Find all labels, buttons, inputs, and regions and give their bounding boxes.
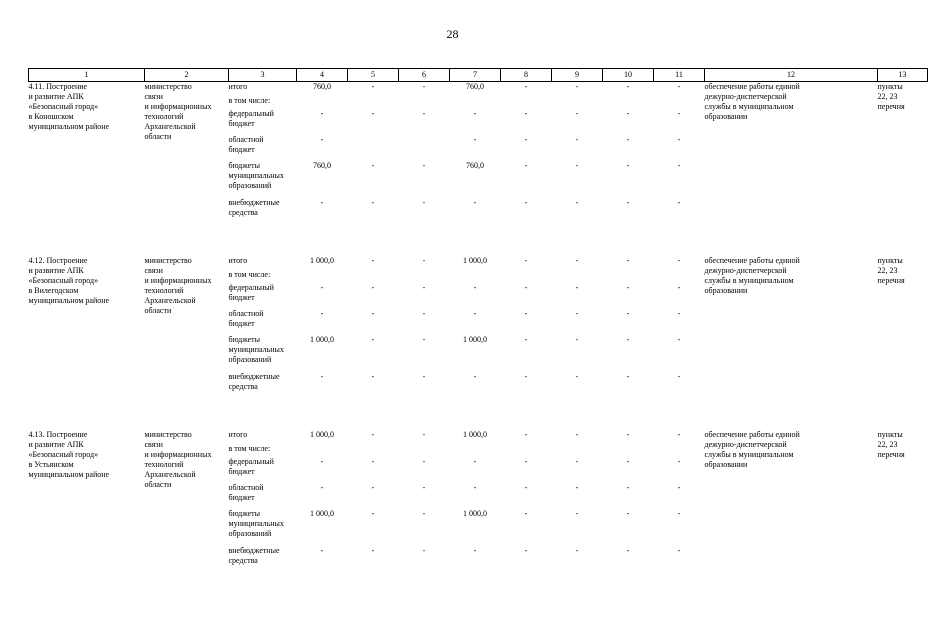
amount-cell: - — [575, 508, 579, 518]
table-body — [29, 82, 928, 574]
funding-source-line: федеральный — [228, 456, 274, 466]
executor-name-line: связи — [144, 439, 163, 449]
amount-cell: - — [524, 429, 528, 439]
spacer-cell — [29, 400, 928, 430]
funding-source-line: внебюджетные — [228, 371, 280, 381]
column-number-header: 3 — [229, 69, 297, 82]
amount-cell: - — [371, 334, 375, 344]
amount-cell: - — [422, 508, 426, 518]
funding-source-line: образований — [228, 528, 272, 538]
amount-cell: - — [524, 197, 528, 207]
amount-cell: - — [626, 108, 630, 118]
amount-cell: - — [473, 482, 477, 492]
amount-cell: - — [677, 160, 681, 170]
amount-cell — [603, 96, 654, 109]
funding-source-cell — [229, 335, 297, 372]
reference-line: пункты — [877, 255, 903, 265]
funding-source-cell — [229, 372, 297, 400]
funding-source-cell — [229, 96, 297, 109]
funding-source-line: образований — [228, 180, 272, 190]
amount-cell: - — [320, 282, 324, 292]
column-number-header: 4 — [297, 69, 348, 82]
amount-cell: - — [677, 545, 681, 555]
executor-name-line: и информационных — [144, 102, 212, 111]
executor-name-line: министерство — [144, 429, 192, 439]
reference-cell — [878, 430, 928, 574]
amount-cell: - — [524, 334, 528, 344]
funding-source-line: средства — [228, 207, 258, 217]
amount-cell: - — [422, 255, 426, 265]
amount-cell: - — [473, 456, 477, 466]
amount-cell: - — [524, 108, 528, 118]
amount-cell: - — [371, 482, 375, 492]
amount-cell: - — [371, 508, 375, 518]
activity-name-line: муниципальном районе — [28, 469, 110, 479]
funding-source-cell — [229, 546, 297, 574]
activity-name-cell — [29, 82, 145, 226]
funding-source-cell — [229, 457, 297, 483]
amount-cell: - — [677, 255, 681, 265]
reference-line: перечня — [877, 102, 905, 111]
funding-source-line: бюджет — [228, 144, 255, 154]
amount-cell: - — [575, 334, 579, 344]
amount-cell — [348, 96, 399, 109]
amount-cell — [552, 96, 603, 109]
column-number-header: 11 — [654, 69, 705, 82]
amount-cell: - — [677, 197, 681, 207]
amount-cell — [654, 96, 705, 109]
column-number-header: 12 — [705, 69, 878, 82]
column-number-header: 6 — [399, 69, 450, 82]
funding-source-cell — [229, 82, 297, 96]
amount-cell: - — [422, 456, 426, 466]
amount-cell: - — [473, 134, 477, 144]
activity-name-line: и развитие АПК — [28, 92, 84, 101]
amount-cell: - — [575, 197, 579, 207]
amount-cell: - — [320, 371, 324, 381]
funding-source-line: бюджеты — [228, 334, 261, 344]
activity-name-line: муниципальном районе — [28, 122, 110, 131]
reference-line: пункты — [877, 429, 903, 439]
funding-source-line: муниципальных — [228, 518, 284, 528]
funding-source-line: областной — [228, 482, 264, 492]
amount-cell: - — [626, 545, 630, 555]
amount-cell: - — [473, 308, 477, 318]
amount-cell: - — [524, 482, 528, 492]
amount-cell: - — [524, 82, 528, 91]
amount-cell: 1 000,0 — [463, 334, 487, 344]
amount-cell: - — [677, 482, 681, 492]
amount-cell: - — [371, 429, 375, 439]
executor-name-line: области — [144, 305, 172, 315]
amount-cell: 760,0 — [466, 160, 484, 170]
funding-source-cell — [229, 256, 297, 270]
funding-source-line: в том числе: — [228, 95, 271, 105]
amount-cell: - — [371, 160, 375, 170]
amount-cell: - — [422, 82, 426, 91]
amount-cell — [501, 270, 552, 283]
funding-source-cell — [229, 483, 297, 509]
section-spacer — [29, 400, 928, 430]
expected-result-cell — [705, 256, 878, 400]
expected-result-cell — [705, 430, 878, 574]
amount-cell: - — [575, 108, 579, 118]
column-number-header: 9 — [552, 69, 603, 82]
expected-result-line: службы в муниципальном — [704, 102, 794, 111]
amount-cell: - — [371, 255, 375, 265]
amount-cell: - — [524, 371, 528, 381]
table-row — [29, 256, 928, 270]
amount-cell: - — [575, 255, 579, 265]
funding-source-line: бюджет — [228, 292, 255, 302]
reference-line: перечня — [877, 449, 905, 459]
funding-source-line: образований — [228, 354, 272, 364]
funding-source-line: бюджет — [228, 318, 255, 328]
reference-cell — [878, 82, 928, 226]
amount-cell: - — [626, 482, 630, 492]
amount-cell — [450, 96, 501, 109]
executor-name-line: технологий — [144, 285, 184, 295]
amount-cell: - — [524, 160, 528, 170]
amount-cell: - — [473, 108, 477, 118]
activity-name-line: «Безопасный город» — [28, 102, 99, 111]
activity-name-line: в Коношском — [28, 112, 74, 121]
expected-result-line: службы в муниципальном — [704, 275, 794, 285]
funding-source-line: внебюджетные — [228, 545, 280, 555]
amount-cell: 760,0 — [313, 160, 331, 170]
funding-source-line: средства — [228, 555, 258, 565]
amount-cell — [348, 444, 399, 457]
amount-cell: - — [422, 108, 426, 118]
executor-name-line: области — [144, 132, 172, 141]
funding-source-line: областной — [228, 134, 264, 144]
funding-source-line: итого — [228, 429, 248, 439]
amount-cell: - — [575, 82, 579, 91]
amount-cell: 760,0 — [466, 82, 484, 91]
activity-name-line: муниципальном районе — [28, 295, 110, 305]
column-number-header: 8 — [501, 69, 552, 82]
funding-source-line: муниципальных — [228, 344, 284, 354]
amount-cell: - — [422, 429, 426, 439]
amount-cell — [297, 444, 348, 457]
amount-cell: - — [473, 371, 477, 381]
funding-source-cell — [229, 109, 297, 135]
amount-cell: - — [371, 456, 375, 466]
amount-cell: - — [524, 508, 528, 518]
activity-name-line: в Устьянском — [28, 459, 74, 469]
funding-source-line: областной — [228, 308, 264, 318]
amount-cell — [450, 270, 501, 283]
amount-cell: - — [575, 160, 579, 170]
amount-cell: - — [524, 456, 528, 466]
reference-line: 22, 23 — [877, 439, 898, 449]
amount-cell: - — [320, 482, 324, 492]
funding-source-line: бюджет — [228, 492, 255, 502]
amount-cell: - — [575, 456, 579, 466]
amount-cell: - — [524, 545, 528, 555]
amount-cell: - — [626, 308, 630, 318]
amount-cell: 1 000,0 — [463, 429, 487, 439]
funding-source-cell — [229, 198, 297, 226]
spacer-cell — [29, 226, 928, 256]
amount-cell — [297, 270, 348, 283]
amount-cell — [348, 135, 399, 161]
executor-name-line: области — [144, 479, 172, 489]
amount-cell: - — [422, 160, 426, 170]
executor-name-line: и информационных — [144, 449, 212, 459]
amount-cell: - — [575, 134, 579, 144]
amount-cell — [654, 444, 705, 457]
executor-name-line: связи — [144, 92, 163, 101]
amount-cell: - — [575, 371, 579, 381]
activity-name-line: 4.13. Построение — [28, 429, 88, 439]
executor-name-cell — [145, 430, 229, 574]
amount-cell: - — [677, 282, 681, 292]
funding-source-line: муниципальных — [228, 170, 284, 180]
executor-name-line: связи — [144, 265, 163, 275]
amount-cell: - — [626, 160, 630, 170]
amount-cell: - — [320, 545, 324, 555]
funding-source-cell — [229, 509, 297, 546]
amount-cell — [603, 270, 654, 283]
activity-name-line: 4.12. Построение — [28, 255, 88, 265]
amount-cell: - — [575, 545, 579, 555]
expected-result-line: дежурно-диспетчерской — [704, 92, 787, 101]
activity-name-line: «Безопасный город» — [28, 449, 99, 459]
table-row — [29, 430, 928, 444]
amount-cell: - — [320, 308, 324, 318]
amount-cell: - — [320, 134, 324, 144]
amount-cell: - — [371, 197, 375, 207]
amount-cell: - — [575, 429, 579, 439]
amount-cell: 1 000,0 — [463, 255, 487, 265]
amount-cell: 1 000,0 — [310, 508, 334, 518]
amount-cell — [603, 444, 654, 457]
reference-line: перечня — [877, 275, 905, 285]
amount-cell — [501, 444, 552, 457]
activity-name-line: и развитие АПК — [28, 265, 84, 275]
amount-cell: - — [677, 334, 681, 344]
amount-cell: - — [422, 371, 426, 381]
amount-cell — [399, 270, 450, 283]
reference-line: пункты — [877, 82, 903, 91]
amount-cell — [501, 96, 552, 109]
amount-cell: - — [524, 308, 528, 318]
amount-cell: - — [371, 371, 375, 381]
amount-cell — [399, 444, 450, 457]
executor-name-line: и информационных — [144, 275, 212, 285]
amount-cell — [399, 96, 450, 109]
column-number-header: 13 — [878, 69, 928, 82]
reference-cell — [878, 256, 928, 400]
amount-cell: - — [524, 282, 528, 292]
funding-source-line: итого — [228, 255, 248, 265]
executor-name-line: технологий — [144, 112, 184, 121]
amount-cell: - — [524, 134, 528, 144]
amount-cell: - — [575, 308, 579, 318]
amount-cell: - — [371, 545, 375, 555]
expected-result-cell — [705, 82, 878, 226]
activity-name-line: и развитие АПК — [28, 439, 84, 449]
funding-source-line: бюджеты — [228, 508, 261, 518]
section-spacer — [29, 226, 928, 256]
reference-line: 22, 23 — [877, 265, 898, 275]
amount-cell: - — [626, 334, 630, 344]
executor-name-line: министерство — [144, 255, 192, 265]
amount-cell: - — [626, 508, 630, 518]
amount-cell: - — [626, 82, 630, 91]
expected-result-line: образовании — [704, 285, 748, 295]
executor-name-cell — [145, 256, 229, 400]
funding-source-line: средства — [228, 381, 258, 391]
amount-cell: 1 000,0 — [310, 255, 334, 265]
amount-cell: - — [626, 282, 630, 292]
amount-cell: - — [677, 508, 681, 518]
executor-name-line: министерство — [144, 82, 192, 91]
activity-name-cell — [29, 256, 145, 400]
funding-source-line: федеральный — [228, 282, 274, 292]
funding-source-line: итого — [228, 82, 248, 91]
executor-name-cell — [145, 82, 229, 226]
amount-cell: 1 000,0 — [310, 429, 334, 439]
table-row — [29, 82, 928, 96]
amount-cell: - — [473, 197, 477, 207]
funding-source-line: бюджеты — [228, 160, 261, 170]
funding-source-cell — [229, 161, 297, 198]
executor-name-line: Архангельской — [144, 122, 196, 131]
amount-cell: - — [320, 197, 324, 207]
column-number-header: 1 — [29, 69, 145, 82]
amount-cell: - — [422, 282, 426, 292]
amount-cell: - — [626, 134, 630, 144]
expected-result-line: дежурно-диспетчерской — [704, 439, 787, 449]
amount-cell: - — [422, 308, 426, 318]
amount-cell: - — [422, 197, 426, 207]
program-activities-table — [28, 68, 928, 574]
column-number-header-row — [29, 69, 928, 82]
executor-name-line: Архангельской — [144, 295, 196, 305]
amount-cell: - — [524, 255, 528, 265]
amount-cell: - — [677, 134, 681, 144]
amount-cell: - — [677, 82, 681, 91]
funding-source-cell — [229, 430, 297, 444]
funding-source-cell — [229, 309, 297, 335]
column-number-header: 7 — [450, 69, 501, 82]
amount-cell — [552, 444, 603, 457]
amount-cell: - — [422, 482, 426, 492]
amount-cell: - — [320, 108, 324, 118]
amount-cell: - — [371, 82, 375, 91]
amount-cell: - — [677, 429, 681, 439]
expected-result-line: обеспечение работы единой — [704, 82, 800, 91]
amount-cell: - — [371, 308, 375, 318]
amount-cell: - — [422, 334, 426, 344]
amount-cell: - — [677, 308, 681, 318]
funding-source-line: федеральный — [228, 108, 274, 118]
funding-source-cell — [229, 283, 297, 309]
amount-cell: - — [677, 108, 681, 118]
amount-cell: - — [677, 371, 681, 381]
funding-source-line: в том числе: — [228, 443, 271, 453]
amount-cell: - — [473, 282, 477, 292]
column-number-header: 10 — [603, 69, 654, 82]
amount-cell — [348, 270, 399, 283]
activity-name-cell — [29, 430, 145, 574]
funding-source-line: бюджет — [228, 466, 255, 476]
column-number-header: 5 — [348, 69, 399, 82]
amount-cell: 1 000,0 — [463, 508, 487, 518]
funding-source-cell — [229, 135, 297, 161]
expected-result-line: дежурно-диспетчерской — [704, 265, 787, 275]
amount-cell: - — [626, 371, 630, 381]
amount-cell: - — [626, 456, 630, 466]
amount-cell: - — [575, 482, 579, 492]
amount-cell — [552, 270, 603, 283]
amount-cell: - — [626, 197, 630, 207]
amount-cell: - — [422, 545, 426, 555]
column-number-header: 2 — [145, 69, 229, 82]
funding-source-cell — [229, 270, 297, 283]
amount-cell: - — [371, 108, 375, 118]
executor-name-line: технологий — [144, 459, 184, 469]
expected-result-line: службы в муниципальном — [704, 449, 794, 459]
page-number: 28 — [446, 27, 459, 41]
funding-source-line: в том числе: — [228, 269, 271, 279]
amount-cell: - — [575, 282, 579, 292]
funding-source-line: внебюджетные — [228, 197, 280, 207]
amount-cell — [399, 135, 450, 161]
amount-cell: 1 000,0 — [310, 334, 334, 344]
activity-name-line: «Безопасный город» — [28, 275, 99, 285]
amount-cell: - — [473, 545, 477, 555]
expected-result-line: образовании — [704, 459, 748, 469]
amount-cell: - — [626, 429, 630, 439]
amount-cell — [450, 444, 501, 457]
amount-cell: - — [677, 456, 681, 466]
activity-name-line: в Вилегодском — [28, 285, 79, 295]
amount-cell: - — [626, 255, 630, 265]
amount-cell: - — [371, 282, 375, 292]
expected-result-line: образовании — [704, 112, 748, 121]
amount-cell: - — [320, 456, 324, 466]
expected-result-line: обеспечение работы единой — [704, 255, 800, 265]
executor-name-line: Архангельской — [144, 469, 196, 479]
amount-cell: 760,0 — [313, 82, 331, 91]
amount-cell — [654, 270, 705, 283]
funding-source-line: бюджет — [228, 118, 255, 128]
reference-line: 22, 23 — [877, 92, 898, 101]
funding-source-cell — [229, 444, 297, 457]
activity-name-line: 4.11. Построение — [28, 82, 88, 91]
expected-result-line: обеспечение работы единой — [704, 429, 800, 439]
amount-cell — [297, 96, 348, 109]
